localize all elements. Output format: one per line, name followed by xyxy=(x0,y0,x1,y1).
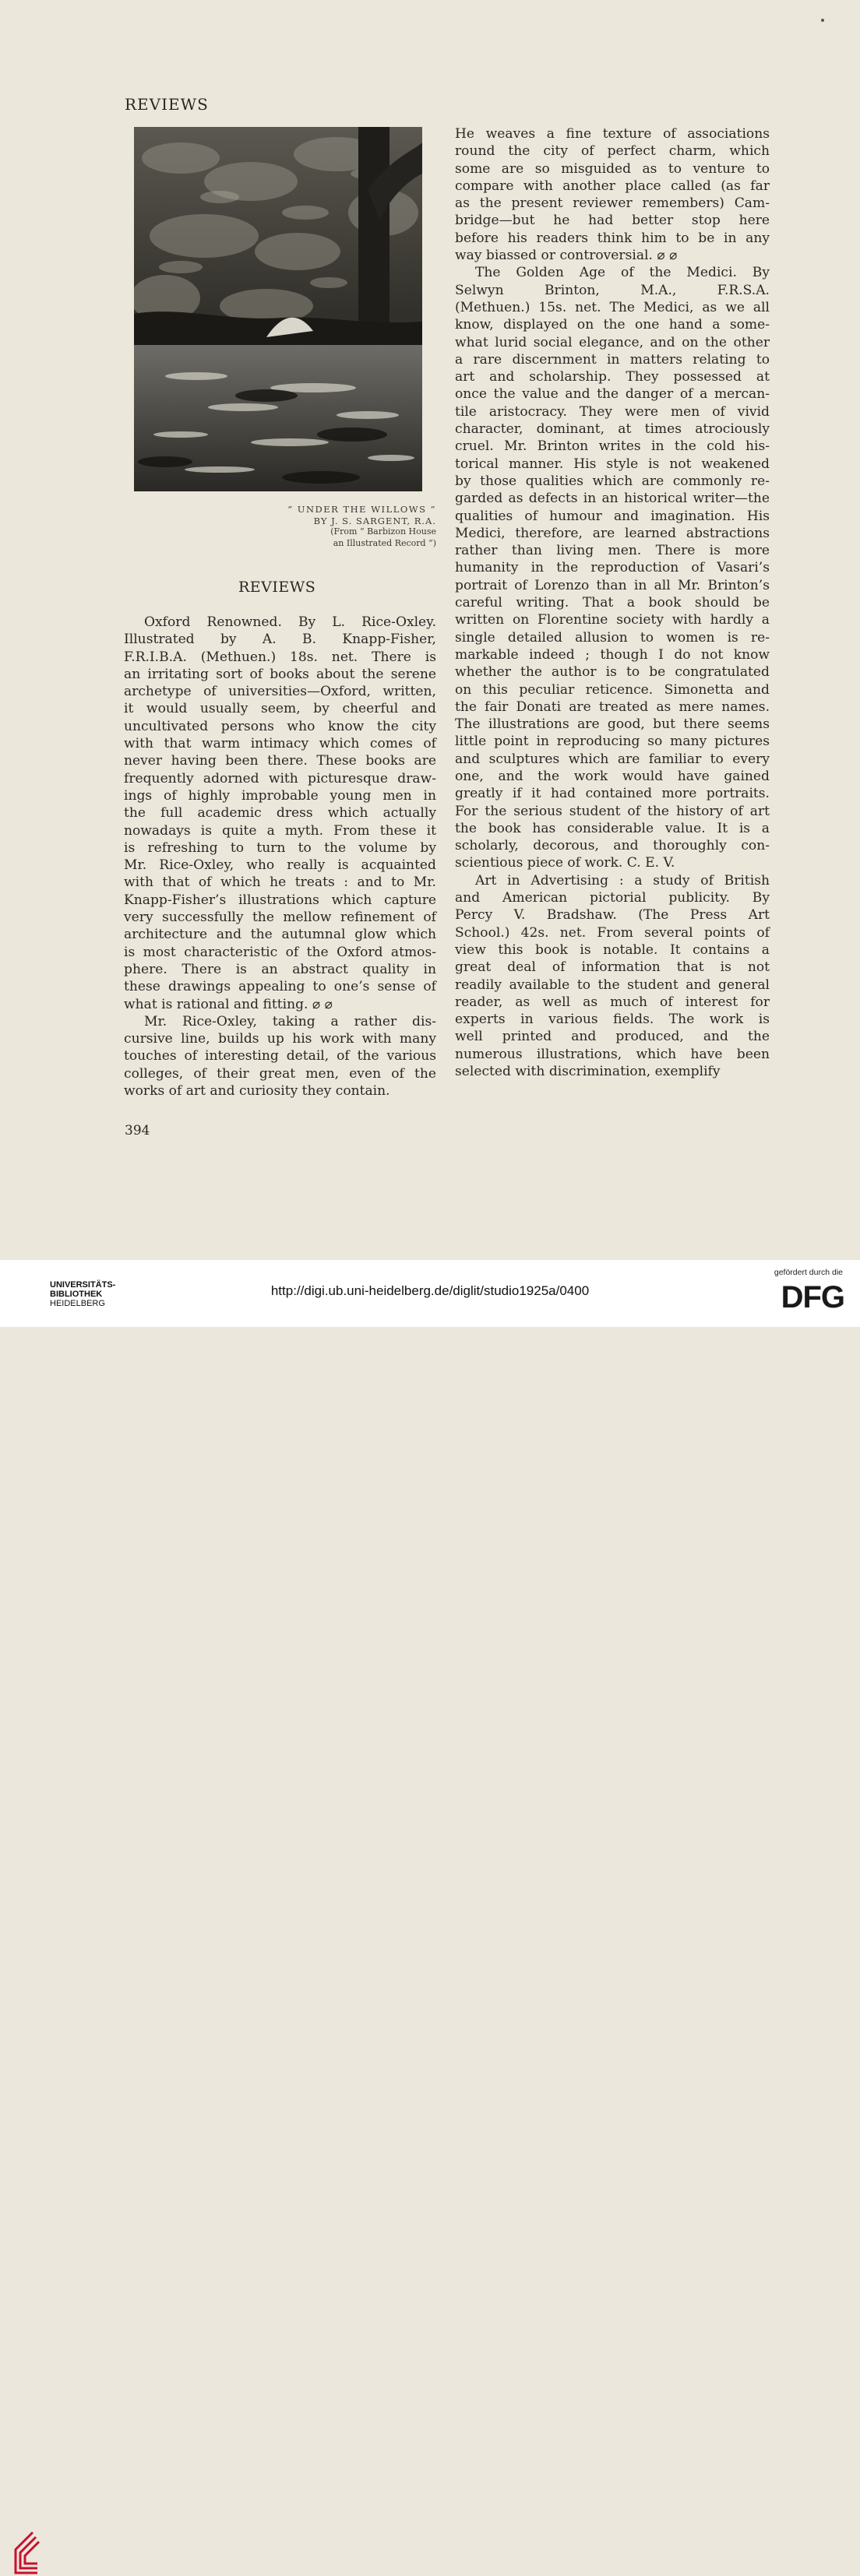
text-line: before his readers think him to be in any xyxy=(455,230,770,246)
painting-plate-under-the-willows xyxy=(134,127,422,491)
text-line: F.R.I.B.A. (Methuen.) 18s. net. There is xyxy=(124,649,436,665)
library-line-1: UNIVERSITÄTS- xyxy=(50,1280,116,1290)
text-line: Oxford Renowned. By L. Rice-Oxley. xyxy=(144,614,436,630)
text-line: reader, as well as much of interest for xyxy=(455,994,770,1010)
text-line: great deal of information that is not xyxy=(455,959,770,976)
text-line: touches of interesting detail, of the various xyxy=(124,1048,436,1065)
text-line: Knapp-Fisher’s illustrations which capture xyxy=(124,892,436,908)
text-line: Art in Advertising : a study of British xyxy=(475,872,770,889)
text-line: Medici, therefore, are learned abstractions xyxy=(455,525,770,541)
funding-note: gefördert durch die xyxy=(774,1268,843,1277)
text-line: what is rational and fitting. ⌀ ⌀ xyxy=(124,996,333,1012)
page-number: 394 xyxy=(125,1123,150,1138)
text-line: view this book is notable. It contains a xyxy=(455,941,770,958)
text-line: way biassed or controversial. ⌀ ⌀ xyxy=(455,248,678,264)
section-heading: REVIEWS xyxy=(238,579,316,596)
text-line: the fair Donati are treated as mere names. xyxy=(455,699,770,715)
text-line: phere. There is an abstract quality in xyxy=(124,961,436,977)
text-line: an irritating sort of books about the serene xyxy=(124,666,436,682)
source-url-link[interactable]: http://digi.ub.uni-heidelberg.de/diglit/studio1925a/0400 xyxy=(270,1283,590,1298)
text-line: Illustrated by A. B. Knapp-Fisher, xyxy=(124,632,436,648)
caption-title: “ UNDER THE WILLOWS ” xyxy=(287,504,436,515)
text-line: by those qualities which are commonly re- xyxy=(455,473,770,489)
text-line: never having been there. These books are xyxy=(124,753,436,769)
text-line: ings of highly improbable young men in xyxy=(124,787,436,804)
text-line: once the value and the danger of a mercan- xyxy=(455,386,770,403)
text-line: Percy V. Bradshaw. (The Press Art xyxy=(455,907,770,924)
text-line: The illustrations are good, but there seems xyxy=(455,716,770,733)
library-line-3: HEIDELBERG xyxy=(50,1299,105,1308)
text-line: single detailed allusion to women is re- xyxy=(455,629,770,646)
text-line: a rare discernment in matters relating to xyxy=(455,351,770,368)
text-line: archetype of universities—Oxford, written, xyxy=(124,684,436,700)
university-library-logo-icon xyxy=(11,2529,42,2576)
text-line: works of art and curiosity they contain. xyxy=(124,1083,390,1100)
text-line: on this peculiar reticence. Simonetta and xyxy=(455,681,770,698)
text-line: compare with another place called (as far xyxy=(455,178,770,194)
text-line: whether the author is to be congratulated xyxy=(455,664,770,681)
plate-caption xyxy=(241,504,436,549)
text-line: Mr. Rice-Oxley, who really is acquainted xyxy=(124,857,436,874)
running-head: REVIEWS xyxy=(125,95,209,114)
text-line: torical manner. His style is not weakened xyxy=(455,456,770,472)
text-line: The Golden Age of the Medici. By xyxy=(475,265,770,281)
text-line: numerous illustrations, which have been xyxy=(455,1046,770,1062)
text-line: For the serious student of the history of art xyxy=(455,803,770,819)
left-column-text xyxy=(124,614,436,1100)
painting-image xyxy=(134,127,422,491)
library-line-2: BIBLIOTHEK xyxy=(50,1290,103,1299)
caption-source-cont: an Illustrated Record ”) xyxy=(333,537,436,548)
text-line: and American pictorial publicity. By xyxy=(455,890,770,906)
text-line: frequently adorned with picturesque draw- xyxy=(124,770,436,787)
text-line: is most characteristic of the Oxford atmos- xyxy=(124,944,436,960)
text-line: tile aristocracy. They were men of vivid xyxy=(455,403,770,420)
text-line: some are so misguided as to venture to xyxy=(455,160,770,177)
text-line: it would usually seem, by cheerful and xyxy=(124,701,436,717)
text-line: scientious piece of work. C. E. V. xyxy=(455,855,675,871)
text-line: colleges, of their great men, even of the xyxy=(124,1065,436,1082)
text-line: know, displayed on the one hand a some- xyxy=(455,317,770,333)
text-line: portrait of Lorenzo than in all Mr. Brinton’s xyxy=(455,577,770,593)
caption-source: (From “ Barbizon House xyxy=(330,526,436,537)
text-line: little point in reproducing so many pictures xyxy=(455,734,770,750)
caption-artist: BY J. S. SARGENT, R.A. xyxy=(313,515,436,526)
dfg-logo: DFG xyxy=(781,1280,844,1314)
text-line: selected with discrimination, exemplify xyxy=(455,1064,721,1080)
text-line: with that of which he treats : and to Mr. xyxy=(124,875,436,891)
text-line: garded as defects in an historical writer—the xyxy=(455,491,770,507)
scan-speck xyxy=(821,19,824,22)
text-line: (Methuen.) 15s. net. The Medici, as we all xyxy=(455,299,770,315)
text-line: School.) 42s. net. From several points of xyxy=(455,924,770,941)
text-line: bridge—but he had better stop here xyxy=(455,213,770,229)
text-line: readily available to the student and general xyxy=(455,977,770,993)
text-line: the book has considerable value. It is a xyxy=(455,820,770,836)
text-line: scholarly, decorous, and thoroughly con- xyxy=(455,838,770,854)
text-line: very successfully the mellow refinement of xyxy=(124,910,436,926)
text-line: as the present reviewer remembers) Cam- xyxy=(455,195,770,212)
text-line: cruel. Mr. Brinton writes in the cold his- xyxy=(455,438,770,455)
text-line: experts in various fields. The work is xyxy=(455,1012,770,1028)
text-line: markable indeed ; though I do not know xyxy=(455,646,770,663)
text-line: cursive line, builds up his work with many xyxy=(124,1031,436,1047)
text-line: with that warm intimacy which comes of xyxy=(124,736,436,752)
text-line: art and scholarship. They possessed at xyxy=(455,369,770,385)
text-line: and sculptures which are familiar to every xyxy=(455,751,770,767)
text-line: Selwyn Brinton, M.A., F.R.S.A. xyxy=(455,282,770,298)
text-line: one, and the work would have gained xyxy=(455,768,770,784)
text-line: is refreshing to turn to the volume by xyxy=(124,839,436,856)
text-line: these drawings appealing to one’s sense of xyxy=(124,979,436,995)
text-line: humanity in the reproduction of Vasari’s xyxy=(455,560,770,576)
text-line: He weaves a fine texture of associations xyxy=(455,126,770,142)
text-line: rather than living men. There is more xyxy=(455,543,770,559)
text-line: architecture and the autumnal glow which xyxy=(124,927,436,943)
text-line: well printed and produced, and the xyxy=(455,1029,770,1045)
text-line: nowadays is quite a myth. From these it xyxy=(124,822,436,839)
text-line: what lurid social elegance, and on the other xyxy=(455,334,770,350)
text-line: character, dominant, at times atrociously xyxy=(455,421,770,438)
text-line: uncultivated persons who know the city xyxy=(124,718,436,734)
text-line: round the city of perfect charm, which xyxy=(455,143,770,160)
text-line: Mr. Rice-Oxley, taking a rather dis- xyxy=(144,1013,436,1029)
text-line: the full academic dress which actually xyxy=(124,805,436,822)
text-line: greatly if it had contained more portraits. xyxy=(455,786,770,802)
right-column-text xyxy=(455,125,770,1080)
text-line: written on Florentine society with hardly a xyxy=(455,612,770,628)
text-line: careful writing. That a book should be xyxy=(455,595,770,611)
scanned-page xyxy=(0,0,860,1260)
text-line: qualities of humour and imagination. His xyxy=(455,508,770,524)
